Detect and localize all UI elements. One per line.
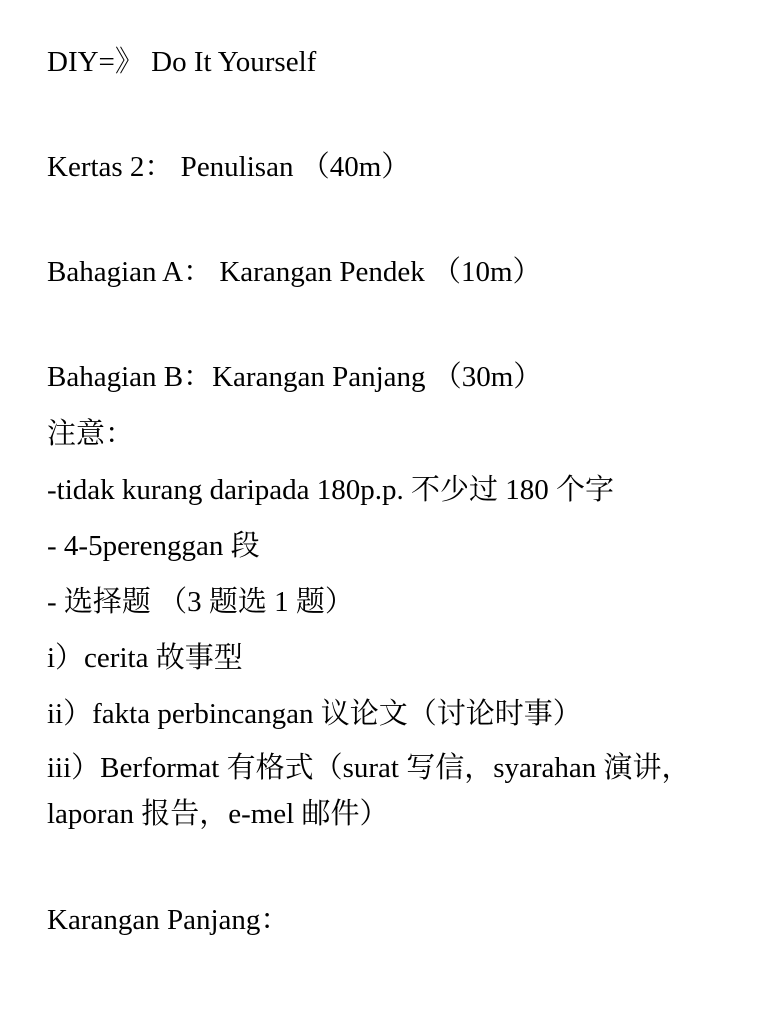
word-count-note: -tidak kurang daripada 180p.p. 不少过 180 个字 xyxy=(47,474,615,506)
karangan-panjang-heading: Karangan Panjang： xyxy=(47,904,290,936)
note-heading: 注意： xyxy=(47,418,135,450)
diy-heading: DIY=》 Do It Yourself xyxy=(47,46,317,78)
berformat-type-item: iii）Berformat 有格式（surat 写信，syarahan 演讲，laporan 报告，e-mel 邮件） xyxy=(47,752,691,830)
question-choice-note: - 选择题 （3 题选 1 题） xyxy=(47,586,354,618)
paragraph-count-note: - 4-5perenggan 段 xyxy=(47,530,260,562)
cerita-type-item: i）cerita 故事型 xyxy=(47,642,243,674)
fakta-type-item: ii）fakta perbincangan 议论文（讨论时事） xyxy=(47,698,582,730)
bahagian-b-heading: Bahagian B：Karangan Panjang （30m） xyxy=(47,361,543,393)
kertas-2-heading: Kertas 2： Penulisan （40m） xyxy=(47,151,411,183)
bahagian-a-heading: Bahagian A： Karangan Pendek （10m） xyxy=(47,256,542,288)
